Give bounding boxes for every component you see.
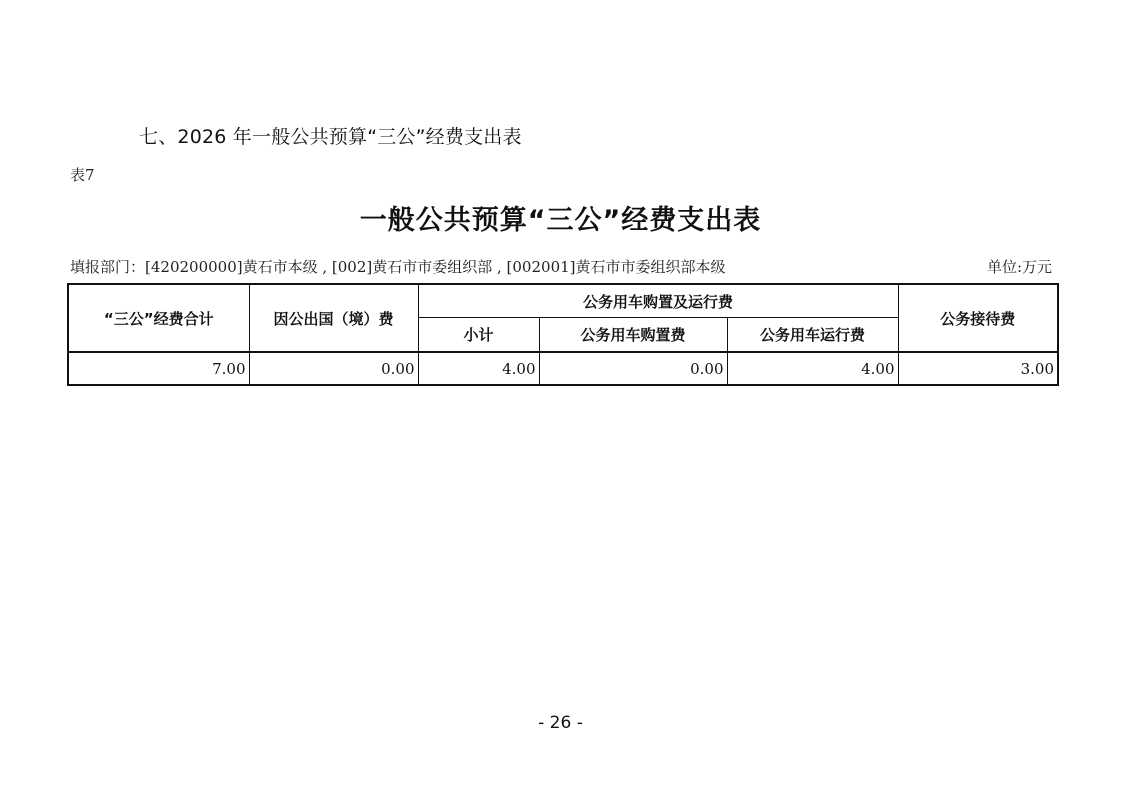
header-overseas: 因公出国（境）费 [249, 284, 418, 352]
header-total: “三公”经费合计 [68, 284, 249, 352]
header-subtotal: 小计 [418, 318, 539, 353]
table-number: 表7 [70, 166, 95, 184]
page-number: - 26 - [538, 713, 583, 733]
unit-label: 单位:万元 [986, 258, 1052, 276]
header-vehicle-purchase: 公务用车购置费 [539, 318, 727, 353]
header-vehicle-group: 公务用车购置及运行费 [418, 284, 898, 318]
value-vehicle-purchase: 0.00 [539, 352, 727, 385]
table-row [68, 352, 1058, 385]
three-public-expenses-table [67, 283, 1059, 386]
header-reception: 公务接待费 [898, 284, 1058, 352]
document-title: 一般公共预算“三公”经费支出表 [359, 205, 762, 236]
value-overseas: 0.00 [249, 352, 418, 385]
table-header-row [68, 284, 1058, 318]
value-total: 7.00 [68, 352, 249, 385]
value-vehicle-operation: 4.00 [727, 352, 898, 385]
fill-department: 填报部门：[420200000]黄石市本级 , [002]黄石市市委组织部 , [002001]黄石市市委组织部本级 [70, 258, 726, 276]
value-reception: 3.00 [898, 352, 1058, 385]
value-subtotal: 4.00 [418, 352, 539, 385]
header-vehicle-operation: 公务用车运行费 [727, 318, 898, 353]
section-heading: 七、2026 年一般公共预算“三公”经费支出表 [139, 126, 522, 148]
